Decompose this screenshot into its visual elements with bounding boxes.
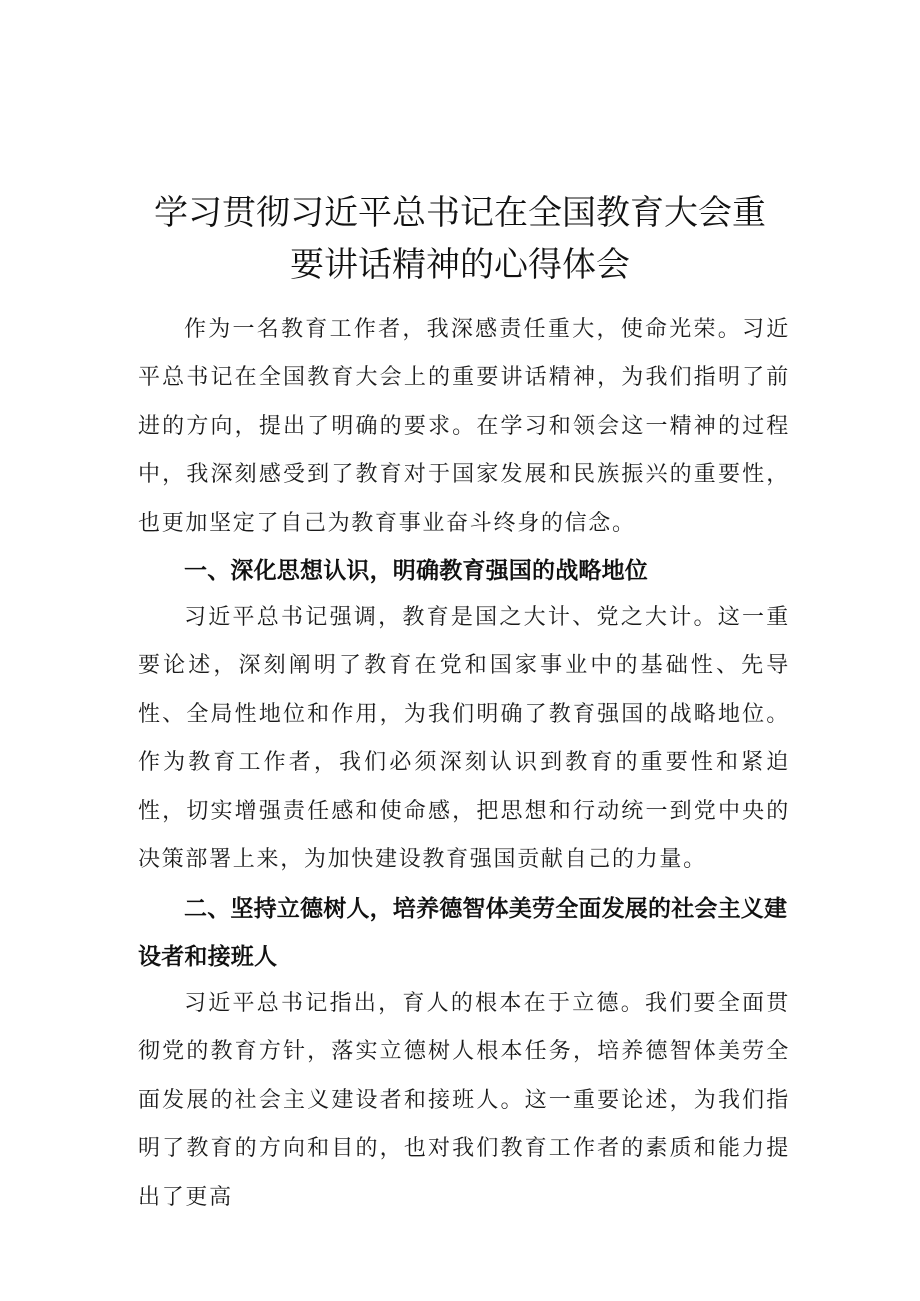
- document-title: [100, 187, 820, 291]
- title-line-1: 学习贯彻习近平总书记在全国教育大会重: [154, 192, 766, 233]
- title-line-2: 要讲话精神的心得体会: [290, 244, 630, 285]
- section-1-heading: 一、深化思想认识，明确教育强国的战略地位: [184, 558, 648, 584]
- section-1-paragraph: 习近平总书记强调，教育是国之大计、党之大计。这一重要论述，深刻阐明了教育在党和国家事业中的基础性、先导性、全局性地位和作用，为我们明确了教育强国的战略地位。作为教育工作者，我们必须深刻认识到教育的重要性和紧迫性，切实增强责任感和使命感，把思想和行动统一到党中央的决策部署上来，为加快建设教育强国贡献自己的力量。: [138, 605, 790, 873]
- intro-paragraph: 作为一名教育工作者，我深感责任重大，使命光荣。习近平总书记在全国教育大会上的重要讲话精神，为我们指明了前进的方向，提出了明确的要求。在学习和领会这一精神的过程中，我深刻感受到了教育对于国家发展和民族振兴的重要性，也更加坚定了自己为教育事业奋斗终身的信念。: [138, 317, 790, 536]
- section-2-heading: 二、坚持立德树人，培养德智体美劳全面发展的社会主义建设者和接班人: [138, 896, 788, 970]
- section-2-paragraph: 习近平总书记指出，育人的根本在于立德。我们要全面贯彻党的教育方针，落实立德树人根本任务，培养德智体美劳全面发展的社会主义建设者和接班人。这一重要论述，为我们指明了教育的方向和目的，也对我们教育工作者的素质和能力提出了更高: [138, 991, 790, 1210]
